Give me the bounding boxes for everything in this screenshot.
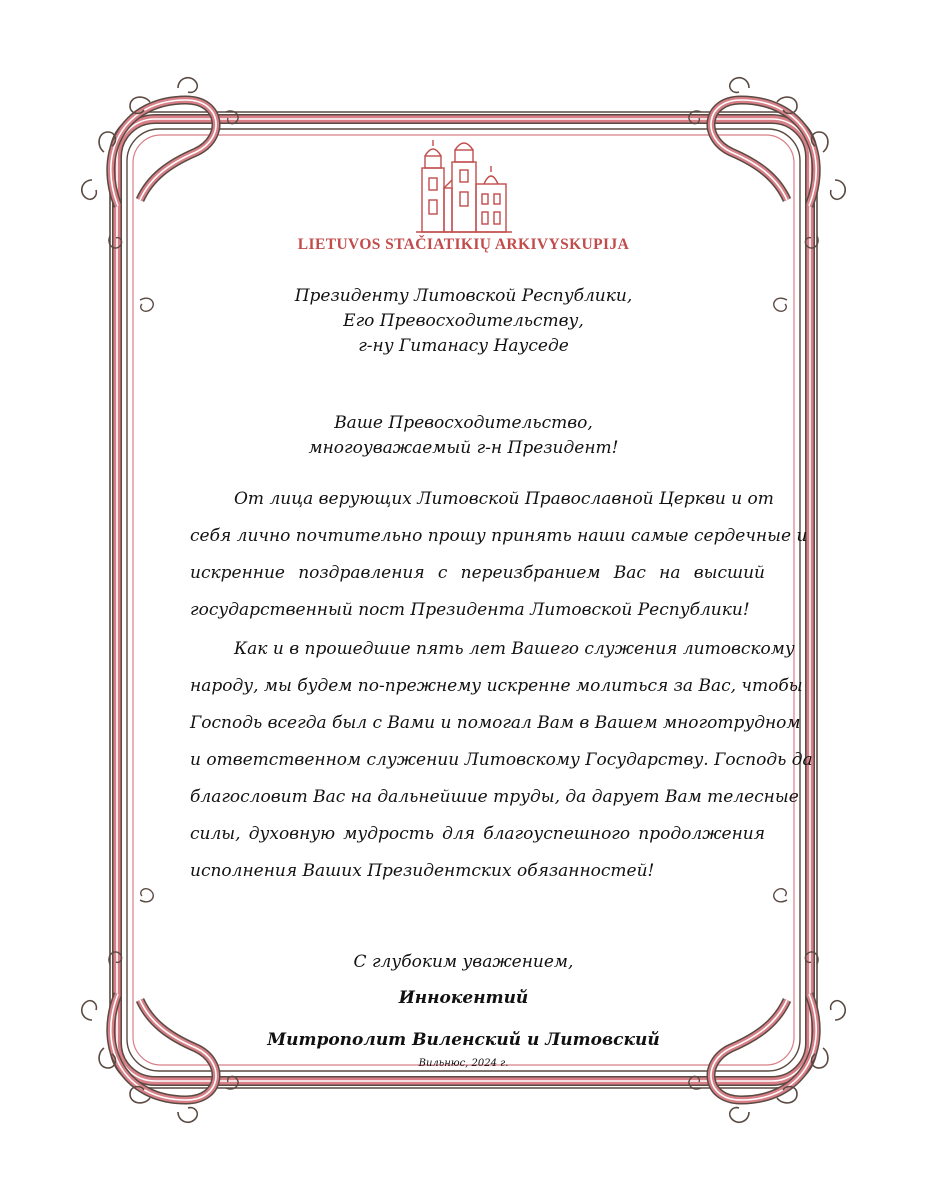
paragraph-2-line: Господь всегда был с Вами и помогал Вам в Вашем многотрудном [190, 713, 801, 733]
addressee-line-3: г-ну Гитанасу Науседе [358, 336, 569, 356]
place-date: Вильнюс, 2024 г. [418, 1058, 509, 1069]
salutation-line-1: Ваше Превосходительство, [334, 413, 593, 433]
salutation-line-2: многоуважаемый г-н Президент! [308, 438, 619, 458]
paragraph-2-line: народу, мы будем по-прежнему искренне молиться за Вас, чтобы [190, 676, 803, 696]
paragraph-1-line: себя лично почтительно прошу принять наши самые сердечные и [190, 526, 808, 546]
paragraph-2-line: благословит Вас на дальнейшие труды, да дарует Вам телесные [190, 787, 799, 807]
paragraph-1-line: государственный пост Президента Литовской Республики! [190, 600, 750, 620]
paragraph-1-line: От лица верующих Литовской Православной Церкви и от [234, 489, 774, 509]
closing-regards: С глубоким уважением, [353, 952, 574, 972]
paragraph-2-line: и ответственном служении Литовскому Государству. Господь да [190, 750, 813, 770]
addressee-line-2: Его Превосходительству, [343, 311, 584, 331]
organization-name: LIETUVOS STAČIATIKIŲ ARKIVYSKUPIJA [297, 236, 630, 253]
signatory-name: Иннокентий [398, 988, 529, 1008]
addressee-line-1: Президенту Литовской Республики, [294, 286, 633, 306]
paragraph-2-line: Как и в прошедшие пять лет Вашего служения литовскому [234, 639, 795, 659]
cathedral-icon [412, 138, 516, 238]
paragraph-2-line: исполнения Ваших Президентских обязанностей! [190, 861, 655, 881]
paragraph-1-line: искренние поздравления с переизбранием Вас на высший [190, 563, 765, 583]
paragraph-2-line: силы, духовную мудрость для благоуспешного продолжения [190, 824, 765, 844]
signatory-title: Митрополит Виленский и Литовский [267, 1030, 660, 1050]
